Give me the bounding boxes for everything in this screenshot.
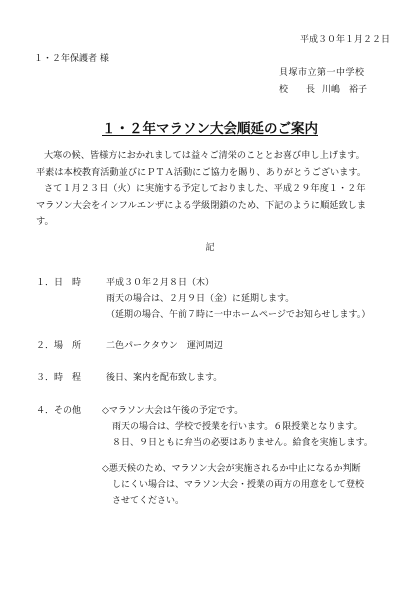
- item-3-label: ３．時 程: [36, 373, 82, 383]
- document-date: 平成３０年１月２２日: [299, 35, 390, 45]
- body-line-3: さて１月２３日（火）に実施する予定しておりました、平成２９年度１・２年: [44, 183, 366, 194]
- body-line-4: マラソン大会をインフルエンザによる学級閉鎖のため、下記のように順延致しま: [36, 200, 367, 211]
- body-line-5: す。: [36, 216, 54, 227]
- item-2-line-1: 二色パークタウン 運河周辺: [106, 341, 223, 351]
- item-4-line-2: 雨天の場合は、学校で授業を行います。６限授業となります。: [112, 422, 363, 432]
- item-1-line-2: 雨天の場合は、２月９日（金）に延期します。: [106, 294, 295, 304]
- item-4-line-1: ◇マラソン大会は午後の予定です。: [102, 406, 244, 416]
- item-4-line-6: させてください。: [112, 496, 185, 506]
- ki-marker: 記: [205, 243, 215, 253]
- addressee: １・２年保護者 様: [34, 54, 109, 64]
- body-line-2: 平素は本校教育活動並びにＰＴＡ活動にご協力を賜り、ありがとうございます。: [36, 167, 367, 178]
- school-name: 貝塚市立第一中学校: [279, 68, 365, 78]
- item-4-line-4: ◇悪天候のため、マラソン大会が実施されるか中止になるか判断: [102, 464, 361, 474]
- principal-title: 校 長: [279, 85, 316, 95]
- body-line-1: 大寒の候、皆様方におかれましては益々ご清栄のこととお喜び申し上げます。: [44, 150, 365, 161]
- item-3-line-1: 後日、案内を配布致します。: [106, 373, 223, 383]
- item-4-label: ４．その他: [36, 406, 82, 416]
- item-4-line-5: しにくい場合は、マラソン大会・授業の両方の用意をして登校: [112, 480, 365, 490]
- item-1-line-1: 平成３０年２月８日（木）: [106, 278, 215, 288]
- document-title: １・２年マラソン大会順延のご案内: [102, 121, 318, 137]
- item-2-label: ２．場 所: [36, 341, 82, 351]
- principal-name: 川嶋 裕子: [322, 85, 368, 95]
- item-1-line-3: （延期の場合、午前７時に一中ホームページでお知らせします。）: [106, 310, 371, 320]
- item-4-line-3: ８日、９日ともに弁当の必要はありません。給食を実施します。: [112, 438, 373, 448]
- item-1-label: １．日 時: [36, 278, 82, 288]
